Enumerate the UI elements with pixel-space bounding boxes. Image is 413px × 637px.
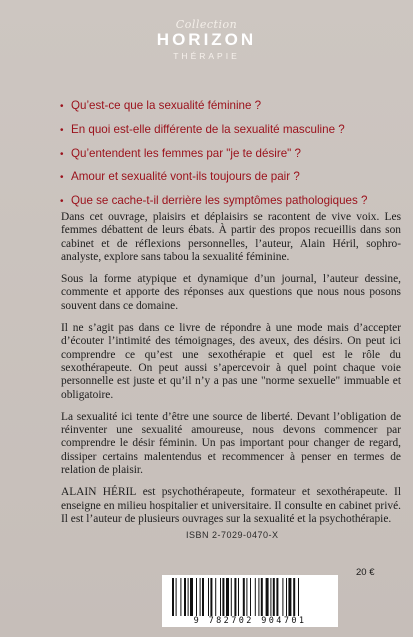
blurb-paragraph: Sous la forme atypique et dynamique d’un journal, l’auteur dessine, commente et apporte des réponses aux questions que nous nous posons souvent dans ce domaine. [61,273,401,312]
author-name: ALAIN HÉRIL [61,486,137,499]
price-label: 20 € [356,567,375,578]
question-text: Amour et sexualité vont-ils toujours de pair ? [71,170,300,184]
logo-brand: HORIZON [156,30,257,49]
blurb-paragraph: Il ne s’agit pas dans ce livre de répondre à une mode mais d’accepter d’écouter l’intimité des témoignages, des aveux, des désirs. On peut ici comprendre ce qu’est une sexothérapie et quel est le rôle du sexothérapeute. On peut aussi s’apercevoir à quel point chaque voie personnelle est juste et qu’il n’y a pas une "norme sexuelle" immuable et obligatoire. [61,322,401,401]
question-text: En quoi est-elle différente de la sexualité masculine ? [71,122,345,136]
barcode-icon [172,578,330,616]
question-item [60,147,405,162]
question-text: Qu’entendent les femmes par "je te désire" ? [71,146,301,160]
isbn-label: ISBN 2-7029-0470-X [186,530,279,540]
logo-subtitle: THÉRAPIE [173,51,240,61]
blurb-paragraph: Dans cet ouvrage, plaisirs et déplaisirs se racontent de vive voix. Les femmes débattent de leurs ébats. À partir des propos recueillis dans son cabinet et de réflexions personnelles, l’auteur, Alain Héril, sophro-analyste, explore sans tabou la sexualité féminine. [61,211,401,263]
collection-logo [0,18,413,61]
question-text: Qu’est-ce que la sexualité féminine ? [71,99,262,112]
author-bio [61,486,401,526]
question-item [60,194,405,209]
logo-script: Collection [175,18,238,31]
bullet-icon: • [60,101,64,112]
blurb-paragraph: La sexualité ici tente d’être une source de liberté. Devant l’obligation de réinventer une sexualité amoureuse, nous devons commencer par comprendre le désir féminin. Un pas important pour changer de regard, dissiper certains malentendus et recommencer à penser en termes de relation de plaisir. [61,410,401,477]
barcode [162,575,338,627]
question-item [60,99,405,114]
question-item [60,170,405,185]
author-bio-text: est psychothérapeute, formateur et sexothérapeute. Il enseigne en milieu hospitalier et universitaire. Il consulte en cabinet privé. Il est l’auteur de plusieurs ouvrages sur la sexualité et la psychothérapie. [61,486,402,525]
blurb [61,211,401,535]
bullet-icon: • [60,124,64,136]
question-list [60,99,405,218]
bullet-icon: • [60,172,64,184]
bullet-icon: • [60,148,64,160]
barcode-digits: 9 782702 904701 [193,616,307,626]
question-item [60,123,405,138]
bullet-icon: • [60,196,64,208]
question-text: Que se cache-t-il derrière les symptômes pathologiques ? [71,194,368,208]
